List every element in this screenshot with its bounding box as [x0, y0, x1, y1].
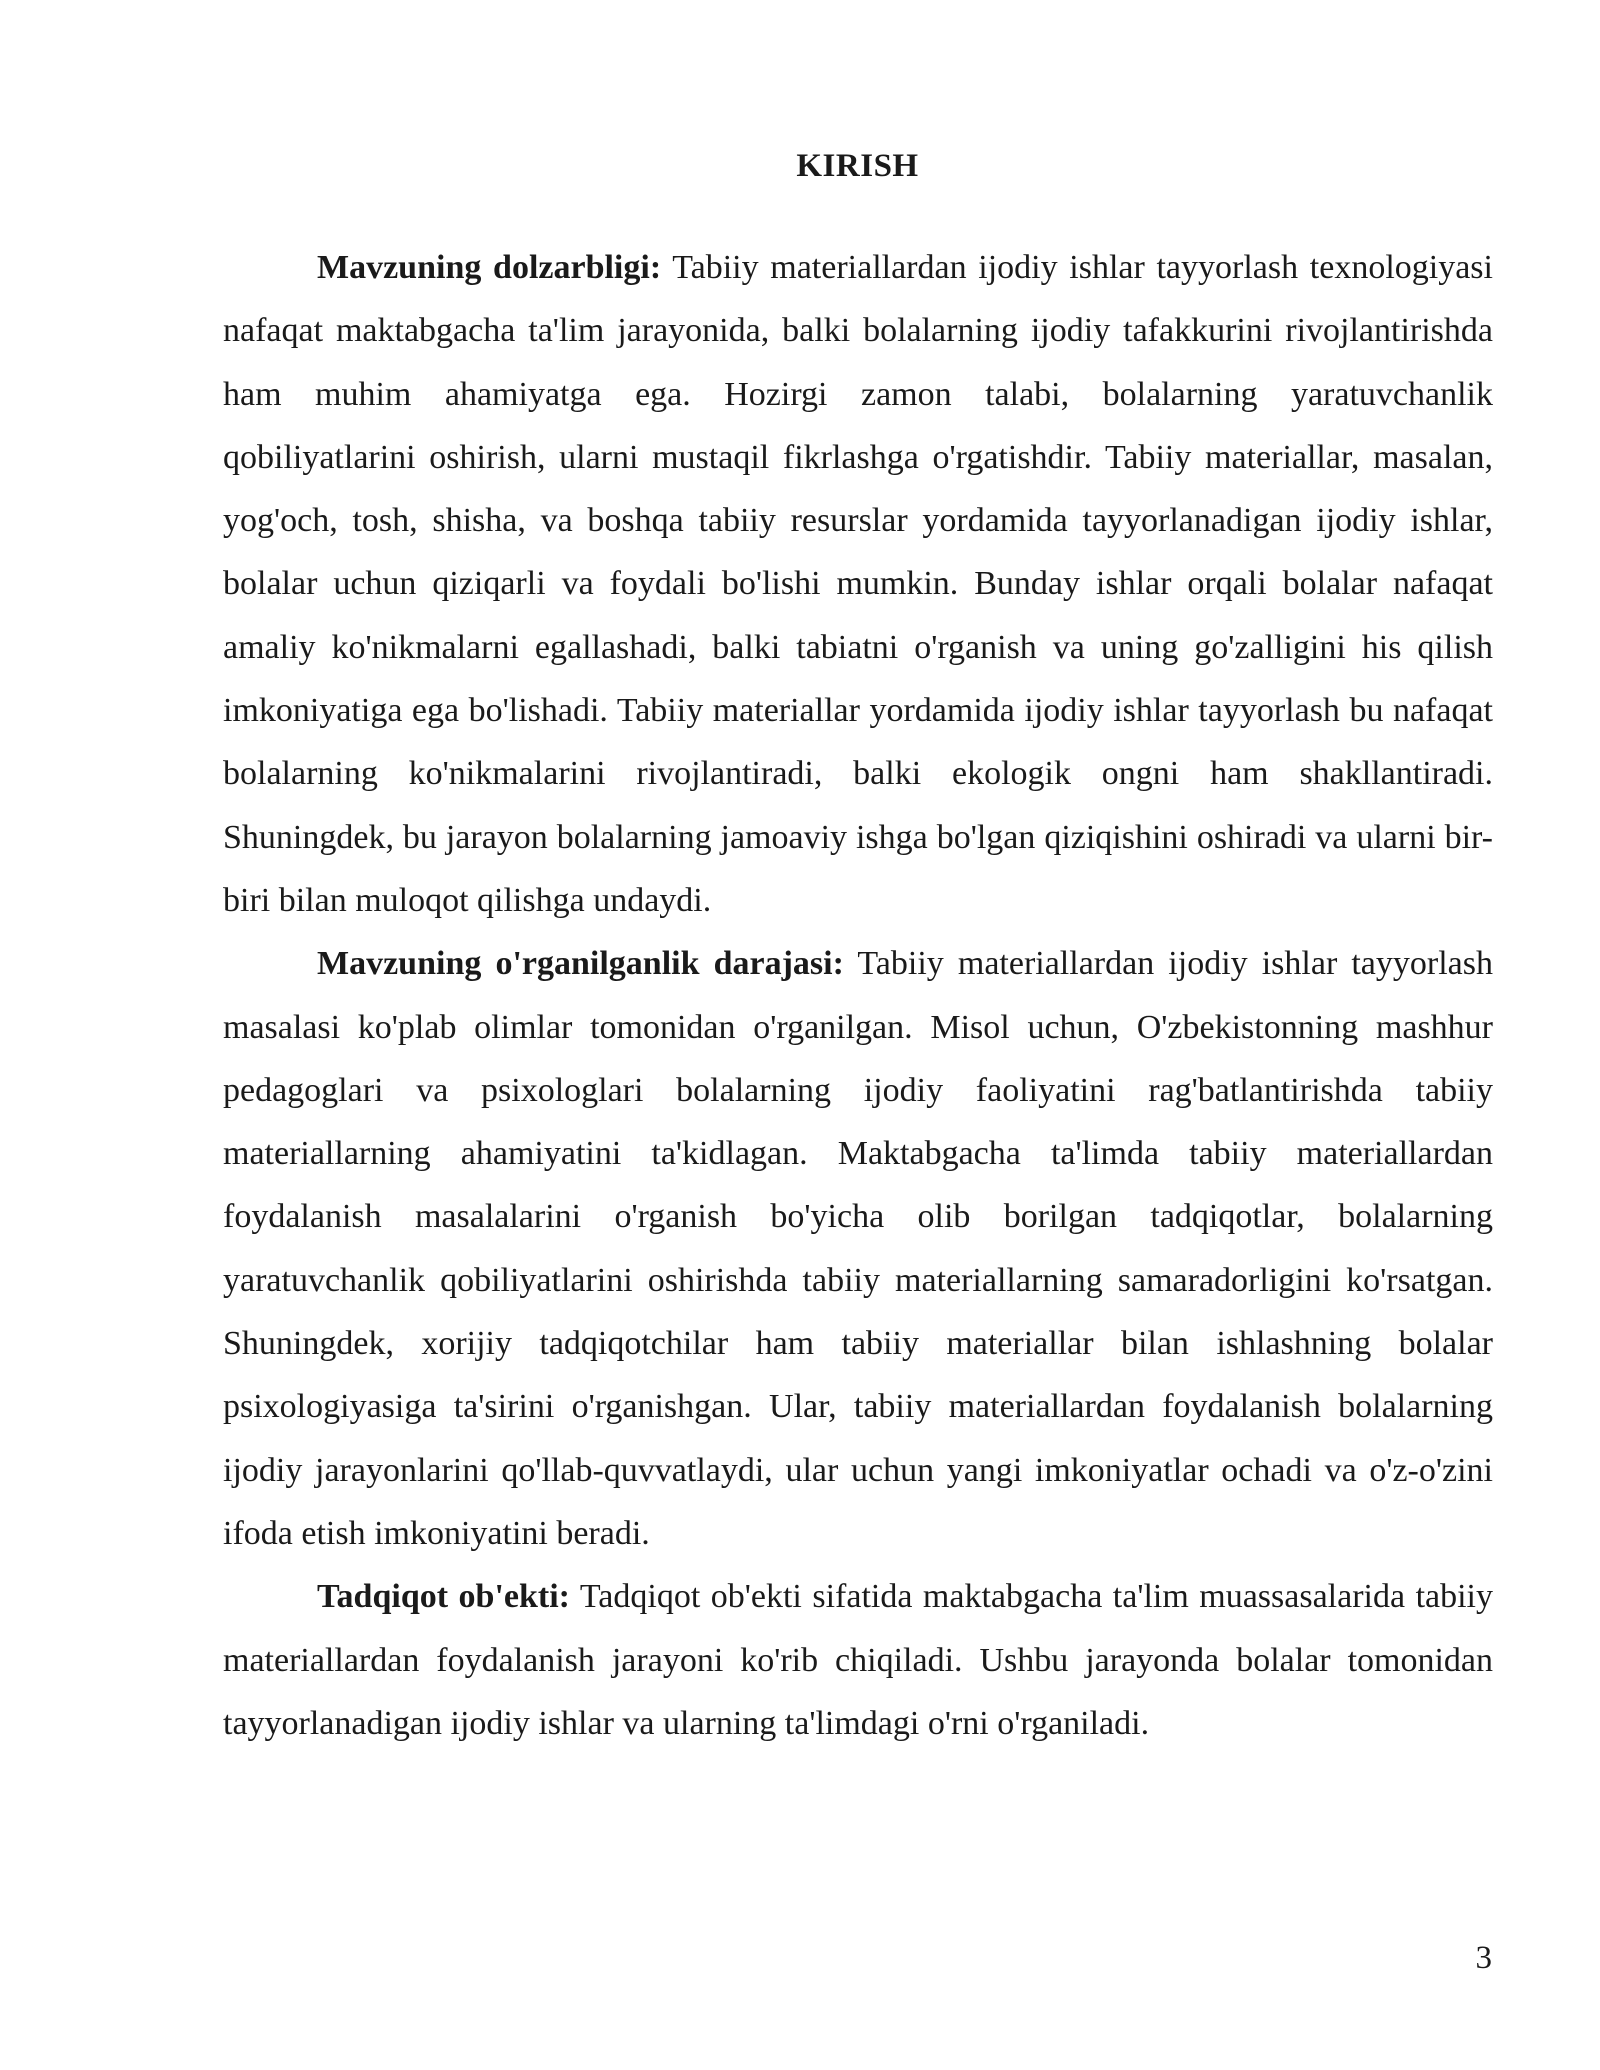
paragraph-text: Tabiiy materiallardan ijodiy ishlar tayyorlash texnologiyasi nafaqat maktabgacha ta'lim jarayonida, balki bolalarning ijodiy tafakkurini rivojlantirishda ham muhim ahamiyatga ega. Hozirgi zamon talabi, bolalarning yaratuvchanlik qobiliyatlarini oshirish, ularni mustaqil fikrlashga o'rgatishdir. Tabiiy materiallar, masalan, yog'och, tosh, shisha, va boshqa tabiiy resurslar yordamida tayyorlanadigan ijodiy ishlar, bolalar uchun qiziqarli va foydali bo'lishi mumkin. Bunday ishlar orqali bolalar nafaqat amaliy ko'nikmalarni egallashadi, balki tabiatni o'rganish va uning go'zalligini his qilish imkoniyatiga ega bo'lishadi. Tabiiy materiallar yordamida ijodiy ishlar tayyorlash bu nafaqat bolalarning ko'nikmalarini rivojlantiradi, balki ekologik ongni ham shakllantiradi. Shuningdek, bu jarayon bolalarning jamoaviy ishga bo'lgan qiziqishini oshiradi va ularni bir-biri bilan muloqot qilishga undaydi. — [223, 249, 1493, 919]
page-title: KIRISH — [796, 148, 919, 184]
paragraph-text: Tadqiqot ob'ekti sifatida maktabgacha ta'lim muassasalarida tabiiy materiallardan foydalanish jarayoni ko'rib chiqiladi. Ushbu jarayonda bolalar tomonidan tayyorlanadigan ijodiy ishlar va ularning ta'limdagi o'rni o'rganiladi. — [223, 1578, 1494, 1742]
body-text — [223, 236, 1493, 1755]
paragraph-lead: Mavzuning dolzarbligi: — [317, 249, 662, 286]
page-number: 3 — [1475, 1940, 1492, 1976]
paragraph-relevance — [223, 236, 1493, 932]
paragraph-lead: Mavzuning o'rganilganlik darajasi: — [317, 945, 844, 983]
paragraph-study-level — [223, 932, 1493, 1565]
paragraph-research-object — [223, 1565, 1493, 1755]
paragraph-text: Tabiiy materiallardan ijodiy ishlar tayyorlash masalasi ko'plab olimlar tomonidan o'rganilgan. Misol uchun, O'zbekistonning mashhur pedagoglari va psixologlari bolalarning ijodiy faoliyatini rag'batlantirishda tabiiy materiallarning ahamiyatini ta'kidlagan. Maktabgacha ta'limda tabiiy materiallardan foydalanish masalalarini o'rganish bo'yicha olib borilgan tadqiqotlar, bolalarning yaratuvchanlik qobiliyatlarini oshirishda tabiiy materiallarning samaradorligini ko'rsatgan. Shuningdek, xorijiy tadqiqotchilar ham tabiiy materiallar bilan ishlashning bolalar psixologiyasiga ta'sirini o'rganishgan. Ular, tabiiy materiallardan foydalanish bolalarning ijodiy jarayonlarini qo'llab-quvvatlaydi, ular uchun yangi imkoniyatlar ochadi va o'z-o'zini ifoda etish imkoniyatini beradi. — [223, 945, 1493, 1552]
paragraph-lead: Tadqiqot ob'ekti: — [317, 1578, 570, 1616]
